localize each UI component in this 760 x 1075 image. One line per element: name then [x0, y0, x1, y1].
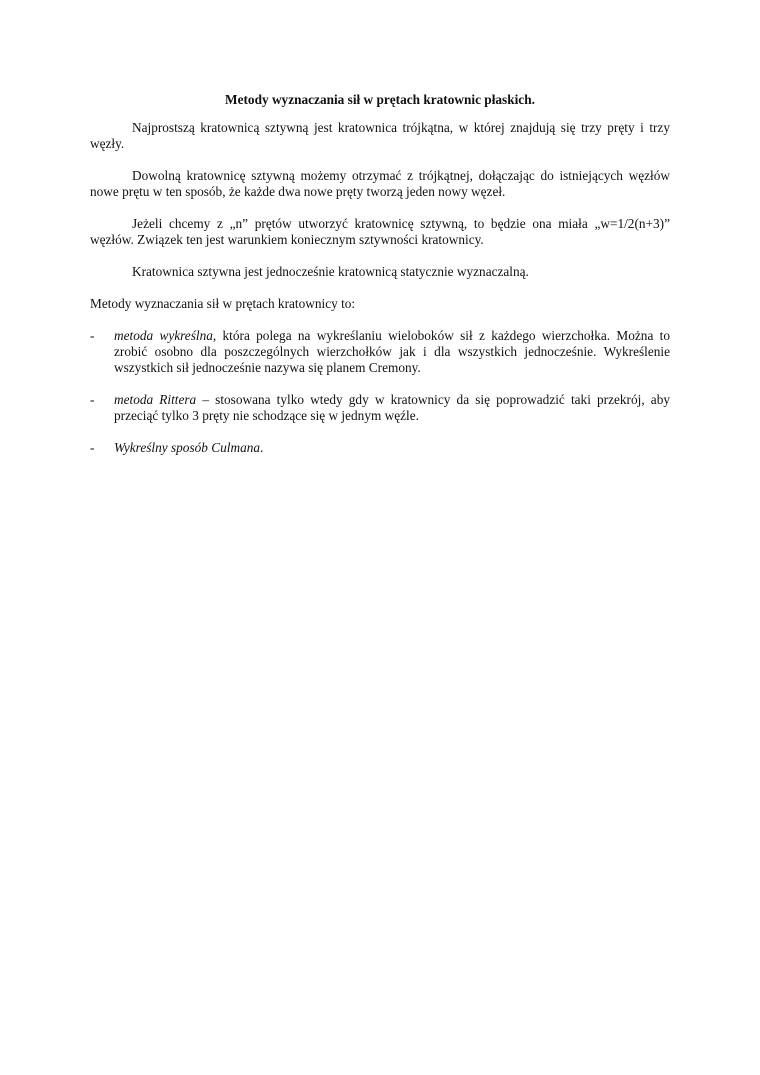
list-item-ritter-method [90, 392, 670, 424]
document-body [90, 92, 670, 472]
paragraph-rigid-truss-definition: Najprostszą kratownicą sztywną jest kratownica trójkątna, w której znajdują się trzy pręty i trzy węzły. [90, 120, 670, 151]
method-description: – stosowana tylko wtedy gdy w kratownicy da się poprowadzić taki przekrój, aby przeciąć tylko 3 pręty nie schodzące się w jednym węźle. [114, 392, 670, 423]
list-dash: - [90, 392, 95, 407]
methods-list [90, 328, 670, 456]
method-name: Wykreślny sposób Culmana [114, 440, 261, 455]
method-name: metoda Rittera [114, 392, 197, 407]
list-item-culmann-method [90, 440, 670, 456]
methods-intro: Metody wyznaczania sił w prętach kratownicy to: [90, 296, 356, 311]
method-description: . [260, 440, 264, 455]
paragraph-truss-extension: Dowolną kratownicę sztywną możemy otrzymać z trójkątnej, dołączając do istniejących węzłów nowe prętu w ten sposób, że każde dwa nowe pręty tworzą jeden nowy węzeł. [90, 168, 670, 199]
list-item-graphical-method [90, 328, 670, 376]
document-title: Metody wyznaczania sił w prętach kratownic płaskich. [225, 92, 535, 107]
method-name: metoda wykreślna [114, 328, 213, 343]
method-description: , która polega na wykreślaniu wieloboków sił z każdego wierzchołka. Można to zrobić osobno dla poszczególnych wierzchołków jak i dla wszystkich jednocześnie. Wykreślenie wszystkich sił jednocześnie nazywa się planem Cremony. [114, 328, 671, 375]
paragraph-node-count-condition: Jeżeli chcemy z „n” prętów utworzyć kratownicę sztywną, to będzie ona miała „w=1/2(n+3)” węzłów. Związek ten jest warunkiem koniecznym sztywności kratownicy. [90, 216, 670, 247]
list-dash: - [90, 328, 95, 343]
paragraph-statically-determinate: Kratownica sztywna jest jednocześnie kratownicą statycznie wyznaczalną. [132, 264, 529, 279]
list-dash: - [90, 440, 95, 455]
